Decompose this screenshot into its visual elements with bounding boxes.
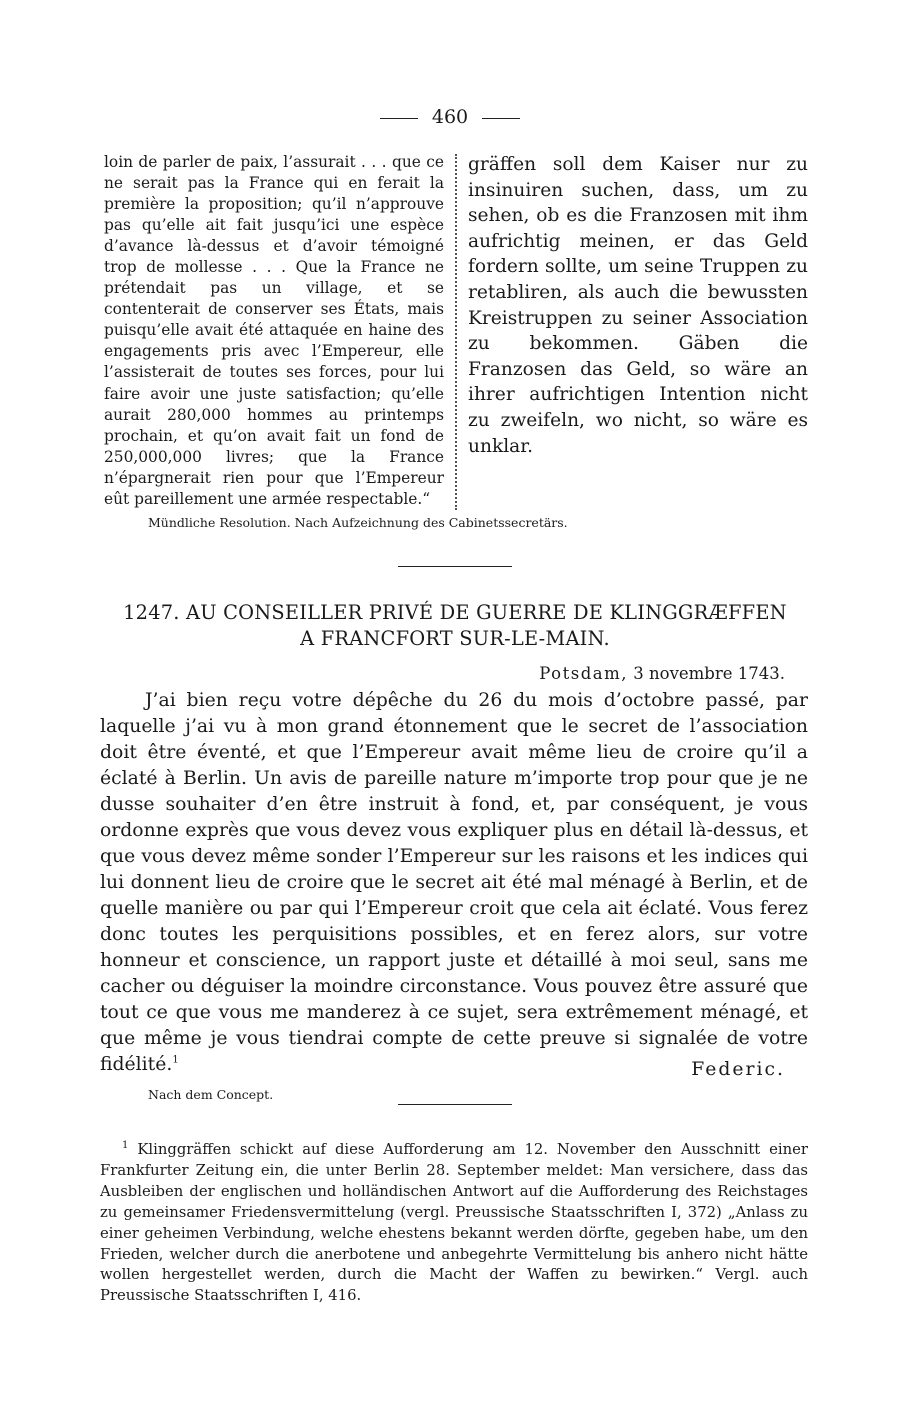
page-number-line: [0, 106, 900, 128]
footnote-text: Klinggräffen schickt auf diese Aufforderung am 12. November den Ausschnitt einer Frankfurter Zeitung ein, die unter Berlin 28. September meldet: Man versichere, dass das Ausbleiben der englischen und holländischen Antwort auf die Aufforderung des Reichstages zu gemeinsamer Friedensvermittelung (vergl. Preussische Staatsschriften I, 372) „Anlass zu einer geheimen Verbindung, welche ehestens bekannt werden dörfte, gegeben habe, um den Frieden, welcher durch die anerbotene und anbegehrte Vermittelung bis anhero nicht hätte wollen hergestellet werden, durch die Macht der Waffen zu bewirken.“ Vergl. auch Preussische Staatsschriften I, 416.: [100, 1141, 808, 1305]
heading-line-1: 1247. AU CONSEILLER PRIVÉ DE GUERRE DE KLINGGRÆFFEN: [123, 601, 787, 624]
page-number: 460: [431, 106, 469, 128]
source-note-resolution: Mündliche Resolution. Nach Aufzeichnung des Cabinetssecretärs.: [148, 515, 568, 530]
footnote-marker: 1: [172, 1054, 179, 1066]
heading-line-2: A FRANCFORT SUR-LE-MAIN.: [300, 627, 610, 650]
page-number-dash-right: [482, 118, 520, 119]
dateline-date: 3 novembre 1743.: [633, 664, 785, 683]
letter-text: J’ai bien reçu votre dépêche du 26 du mois d’octobre passé, par laquelle j’ai vu à mon grand étonnement que le secret de l’association doit être éventé, et que l’Empereur avait même lieu de croire qu’il a éclaté à Berlin. Un avis de pareille nature m’importe trop pour que je ne dusse souhaiter d’en être instruit à fond, et, par conséquent, je vous ordonne exprès que vous devez vous expliquer plus en détail là-dessus, et que vous devez même sonder l’Empereur sur les raisons et les indices qui lui donnent lieu de croire que le secret ait été mal ménagé à Berlin, et de quelle manière ou par qui l’Empereur croit que cela ait éclaté. Vous ferez donc toutes les perquisitions possibles, et en ferez alors, sur votre honneur et conscience, un rapport juste et détaillé à moi seul, sans me cacher ou déguiser la moindre circonstance. Vous pouvez être assuré que tout ce que vous me manderez à ce sujet, sera extrêmement ménagé, et que même je vous tiendrai compte de cette preuve si signalée de votre fidélité.: [100, 690, 808, 1075]
letter-heading: [100, 600, 810, 652]
page-number-dash-left: [380, 118, 418, 119]
left-column-text: loin de parler de paix, l’assurait . . . que ce ne serait pas la France qui en ferait la première la proposition; qu’il n’approuve pas qu’elle ait fait jusqu’ici une espèce d’avance là-dessus et d’avoir témoigné trop de mollesse . . . Que la France ne prétendait pas un village, et se contenterait de conserver ses États, mais puisqu’elle avait été attaquée en haine des engagements pris avec l’Empereur, elle l’assisterait de toutes ses forces, pour lui faire avoir une juste satisfaction; qu’elle aurait 280,000 hommes au printemps prochain, et qu’on avait fait un fond de 250,000,000 livres; que la France n’épargnerait rien pour que l’Empereur eût pareillement une armée respectable.“: [104, 153, 444, 508]
column-divider: [455, 154, 457, 510]
letter-paragraph: [100, 688, 808, 1078]
dateline: [400, 664, 785, 683]
footnote-number: 1: [122, 1140, 129, 1152]
right-column-text: gräffen soll dem Kaiser nur zu insinuiren suchen, dass, um zu sehen, ob es die Franzosen mit ihm aufrichtig meinen, er das Geld fordern sollte, um seine Truppen zu retabliren, als auch die bewussten Kreistruppen zu seiner Association zu bekommen. Gäben die Franzosen das Geld, so wäre an ihrer aufrichtigen Intention nicht zu zweifeln, wo nicht, so wäre es unklar.: [468, 154, 808, 457]
footnote-divider-rule: [398, 1104, 512, 1105]
letter-body: [100, 688, 808, 1078]
section-divider-rule: [398, 566, 512, 567]
source-note-concept: Nach dem Concept.: [148, 1087, 274, 1102]
dateline-place: Potsdam,: [539, 664, 629, 683]
footnote: [100, 1140, 808, 1307]
signature: Federic.: [691, 1059, 785, 1080]
